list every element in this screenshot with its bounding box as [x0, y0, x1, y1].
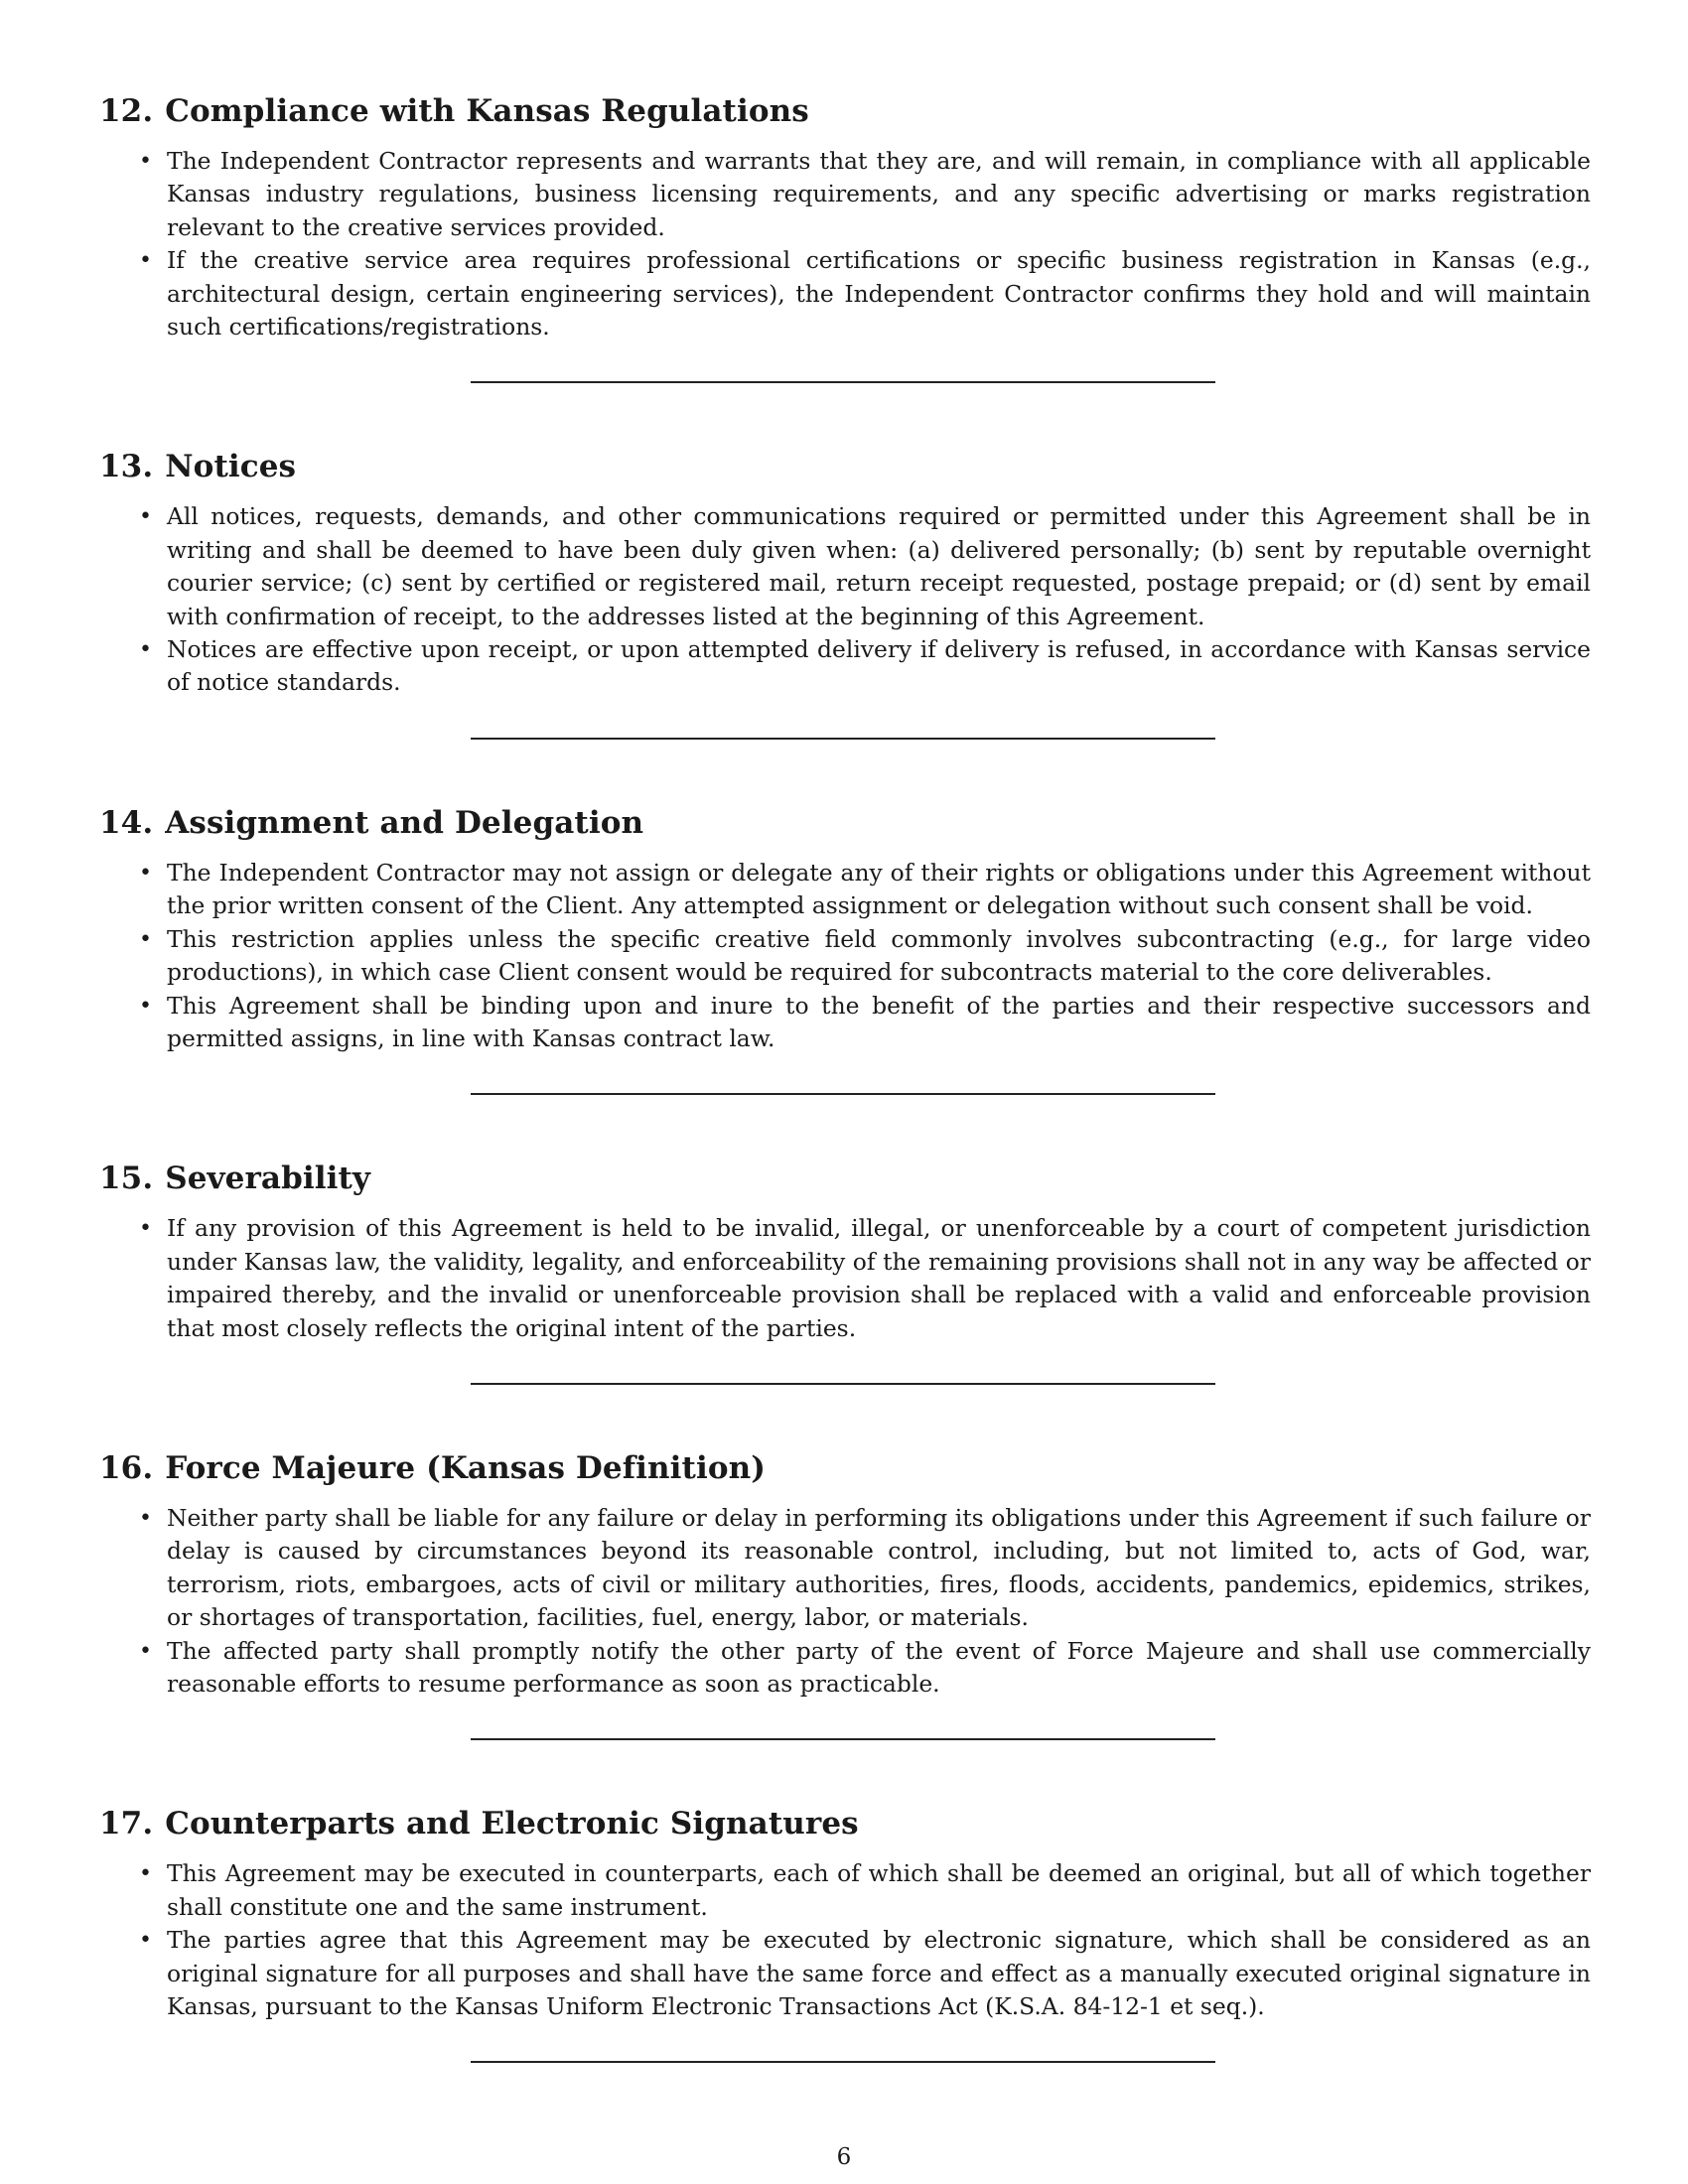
bullet-list	[99, 145, 1591, 343]
bullet-list	[99, 857, 1591, 1055]
bullet-icon: •	[139, 1928, 152, 1954]
bullet-list	[99, 500, 1591, 699]
bullet-icon: •	[139, 860, 152, 886]
section-heading	[99, 1448, 1591, 1488]
bullet-icon: •	[139, 637, 152, 663]
list-item	[99, 500, 1591, 633]
list-item-text: Neither party shall be liable for any failure or delay in performing its obligations under this Agreement if such failure or delay is caused by circumstances beyond its reasonable control, including, but not limited to, acts of God, war, terrorism, riots, embargoes, acts of civil or military authorities, fires, floods, accidents, pandemics, epidemics, strikes, or shortages of transportation, facilities, fuel, energy, labor, or materials.	[167, 1503, 1591, 1632]
section-title: Compliance with Kansas Regulations	[165, 93, 809, 129]
list-item-text: The affected party shall promptly notify the other party of the event of Force Majeure and shall use commercially reasonable efforts to resume performance as soon as practicable.	[167, 1636, 1591, 1698]
list-item	[99, 244, 1591, 343]
section-divider	[471, 2061, 1215, 2063]
section-divider	[471, 738, 1215, 740]
list-item-text: If any provision of this Agreement is held to be invalid, illegal, or unenforceable by a court of competent jurisdiction under Kansas law, the validity, legality, and enforceability of the remaining provisions shall not in any way be affected or impaired thereby, and the invalid or unenforceable provision shall be replaced with a valid and enforceable provision that most closely reflects the original intent of the parties.	[167, 1214, 1591, 1342]
bullet-list	[99, 1502, 1591, 1701]
document-page	[99, 91, 1591, 2126]
list-item-text: This restriction applies unless the specific creative field commonly involves subcontracting (e.g., for large video productions), in which case Client consent would be required for subcontracts material to the core deliverables.	[167, 924, 1591, 987]
bullet-list	[99, 1857, 1591, 2023]
list-item	[99, 990, 1591, 1056]
list-item	[99, 145, 1591, 244]
bullet-icon: •	[139, 1216, 152, 1242]
section-divider	[471, 1383, 1215, 1385]
list-item	[99, 633, 1591, 700]
section-13-notices	[99, 447, 1591, 699]
section-heading	[99, 1804, 1591, 1843]
section-divider	[471, 381, 1215, 383]
section-heading	[99, 91, 1591, 131]
section-title: Notices	[165, 449, 297, 485]
bullet-icon: •	[139, 248, 152, 274]
page-number: 6	[836, 2144, 852, 2170]
list-item-text: This Agreement shall be binding upon and inure to the benefit of the parties and their respective successors and permitted assigns, in line with Kansas contract law.	[167, 991, 1591, 1052]
bullet-list	[99, 1212, 1591, 1345]
bullet-icon: •	[139, 993, 152, 1019]
list-item	[99, 1924, 1591, 2023]
list-item-text: The parties agree that this Agreement may be executed by electronic signature, which shall be considered as an original signature for all purposes and shall have the same force and effect as a manually executed original signature in Kansas, pursuant to the Kansas Uniform Electronic Transactions Act (K.S.A. 84-12-1 et seq.).	[167, 1926, 1591, 2020]
section-heading	[99, 447, 1591, 486]
section-12-compliance	[99, 91, 1591, 343]
list-item	[99, 1502, 1591, 1635]
section-17-counterparts	[99, 1804, 1591, 2023]
section-title: Severability	[165, 1160, 371, 1197]
list-item-text: The Independent Contractor may not assign or delegate any of their rights or obligations under this Agreement without the prior written consent of the Client. Any attempted assignment or delegation without such consent shall be void.	[167, 858, 1591, 920]
bullet-icon: •	[139, 1505, 152, 1531]
bullet-icon: •	[139, 1638, 152, 1664]
section-number: 15.	[99, 1160, 154, 1197]
list-item	[99, 1857, 1591, 1924]
bullet-icon: •	[139, 504, 152, 530]
list-item-text: All notices, requests, demands, and other communications required or permitted under this Agreement shall be in writing and shall be deemed to have been duly given when: (a) delivered personally; (b) sent by reputable overnight courier service; (c) sent by certified or registered mail, return receipt requested, postage prepaid; or (d) sent by email with confirmation of receipt, to the addresses listed at the beginning of this Agreement.	[167, 502, 1591, 630]
section-title: Assignment and Delegation	[165, 804, 644, 841]
section-number: 16.	[99, 1449, 154, 1486]
list-item-text: The Independent Contractor represents and warrants that they are, and will remain, in compliance with all applicable Kansas industry regulations, business licensing requirements, and any specific advertising or marks registration relevant to the creative services provided.	[167, 147, 1591, 241]
section-heading	[99, 803, 1591, 843]
section-divider	[471, 1738, 1215, 1740]
section-number: 17.	[99, 1806, 154, 1843]
section-16-force-majeure	[99, 1448, 1591, 1701]
section-14-assignment	[99, 803, 1591, 1055]
section-title: Counterparts and Electronic Signatures	[165, 1806, 859, 1843]
list-item	[99, 1212, 1591, 1345]
list-item	[99, 923, 1591, 990]
section-number: 12.	[99, 93, 154, 129]
section-number: 13.	[99, 449, 154, 485]
section-15-severability	[99, 1159, 1591, 1345]
bullet-icon: •	[139, 1861, 152, 1887]
bullet-icon: •	[139, 926, 152, 952]
list-item-text: Notices are effective upon receipt, or upon attempted delivery if delivery is refused, in accordance with Kansas service of notice standards.	[167, 635, 1591, 697]
section-divider	[471, 1093, 1215, 1095]
bullet-icon: •	[139, 149, 152, 174]
section-number: 14.	[99, 804, 154, 841]
list-item-text: This Agreement may be executed in counterparts, each of which shall be deemed an original, but all of which together shall constitute one and the same instrument.	[167, 1859, 1591, 1921]
list-item	[99, 857, 1591, 923]
list-item-text: If the creative service area requires professional certifications or specific business registration in Kansas (e.g., architectural design, certain engineering services), the Independent Contractor confirms they hold and will maintain such certifications/registrations.	[167, 246, 1591, 341]
section-heading	[99, 1159, 1591, 1198]
section-title: Force Majeure (Kansas Definition)	[165, 1449, 767, 1486]
list-item	[99, 1635, 1591, 1702]
